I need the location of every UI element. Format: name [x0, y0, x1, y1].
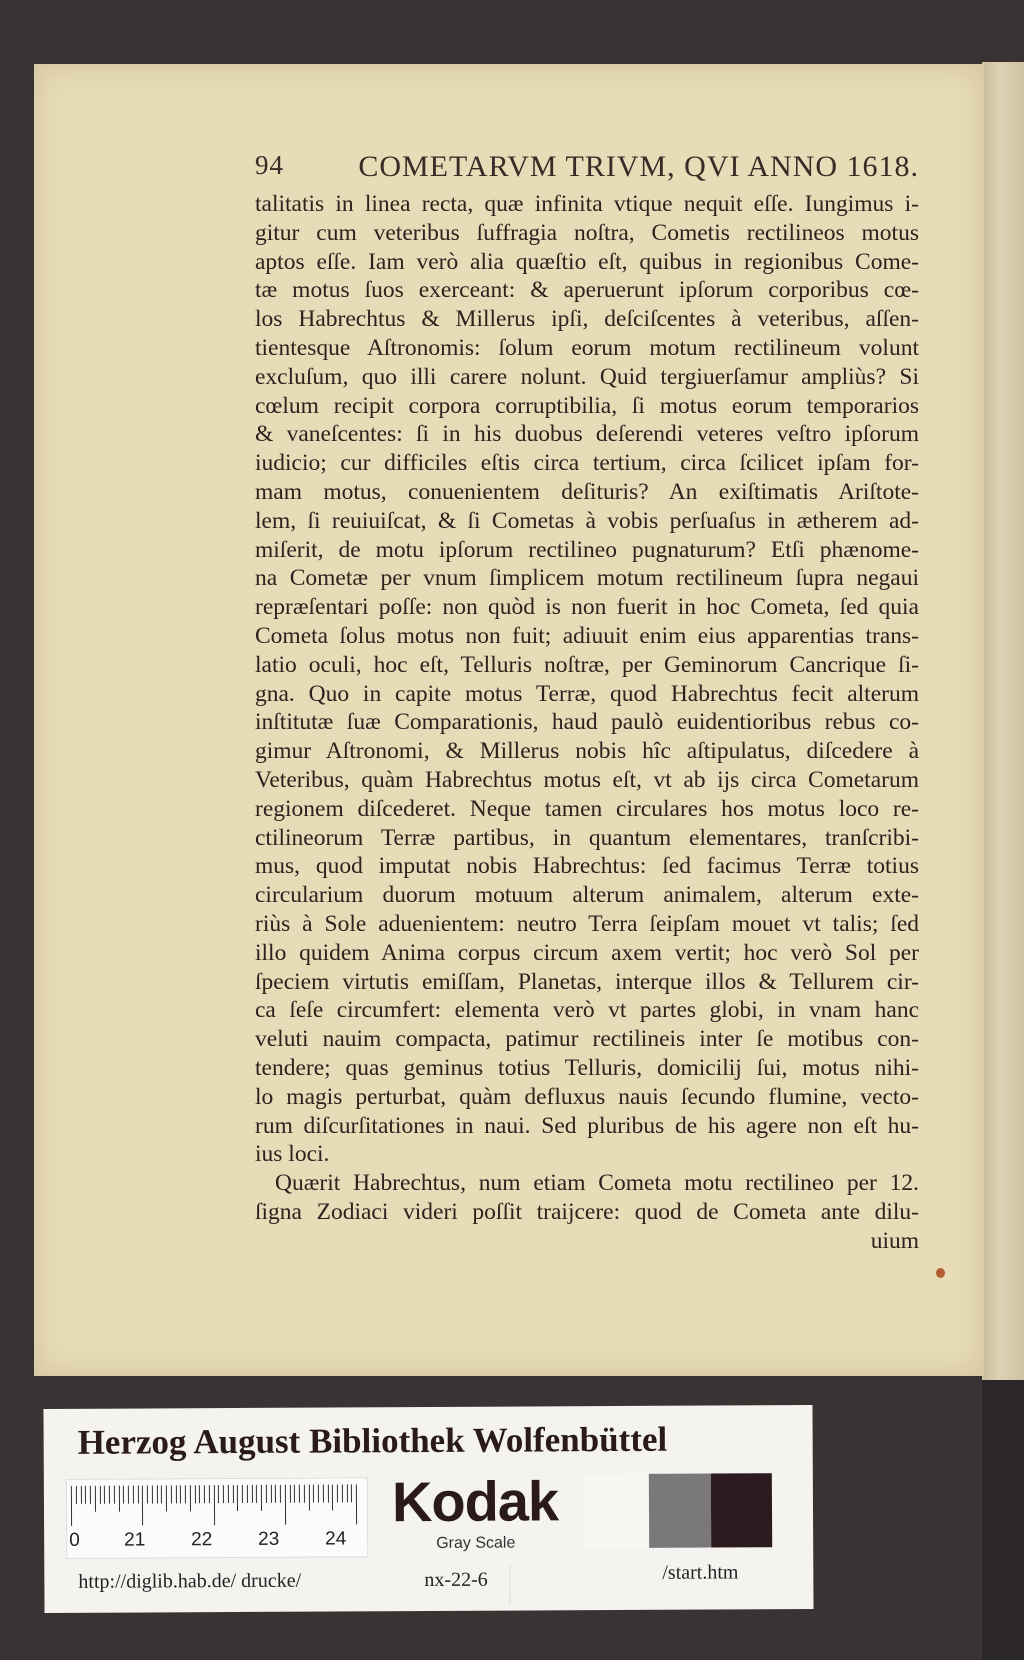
ruler-tick: [218, 1485, 219, 1503]
ruler-tick: [209, 1485, 210, 1503]
text-line: aptos eſſe. Iam verò alia quæſtio eſt, quibus in regionibus Come-: [255, 248, 919, 275]
text-line: gitur cum veteribus ſuffragia noſtra, Cometis rectilineos motus: [255, 219, 919, 246]
ruler-tick: [294, 1485, 295, 1503]
text-line: Quærit Habrechtus, num etiam Cometa motu rectilineo per 12.: [275, 1170, 919, 1197]
text-line: cœlum recipit corpora corruptibilia, ſi motus eorum temporarios: [255, 392, 919, 419]
text-line: rum diſcurſitationes in naui. Sed pluribus de his agere non eſt hu-: [255, 1112, 919, 1139]
ruler-tick: [232, 1485, 233, 1503]
running-title: COMETARVM TRIVM, QVI ANNO 1618.: [358, 150, 919, 183]
text-line: iudicio; cur difficiles eſtis circa tertium, circa ſcilicet ipſam for-: [255, 450, 919, 477]
ruler-tick: [289, 1485, 290, 1503]
ruler-tick: [318, 1485, 319, 1503]
ruler-tick: [85, 1486, 86, 1504]
ruler-tick: [161, 1485, 162, 1503]
text-line: ctilineorum Terræ partibus, in quantum elementares, tranſcribi-: [255, 824, 919, 851]
gray-patch-white: [584, 1474, 649, 1548]
ruler-number: 21: [124, 1529, 146, 1551]
running-header: [255, 150, 919, 184]
ruler-tick: [275, 1485, 276, 1503]
ruler-tick: [156, 1485, 157, 1503]
divider: [509, 1565, 510, 1605]
adjacent-page-edge: [982, 62, 1024, 1380]
ruler-number: 22: [191, 1529, 213, 1551]
ruler-tick: [228, 1485, 229, 1503]
ruler-tick: [137, 1486, 138, 1504]
text-line: ſpeciem virtutis emiſſam, Planetas, interque illos & Tellurem cir-: [255, 968, 919, 995]
ink-stain: [936, 1268, 945, 1278]
text-line: ius loci.: [255, 1141, 330, 1168]
ruler-tick: [190, 1485, 191, 1511]
ruler-tick: [104, 1486, 105, 1504]
ruler-tick: [152, 1485, 153, 1503]
ruler-tick: [175, 1485, 176, 1503]
book-cover-edge: [982, 1380, 1024, 1660]
ruler-number: 0: [69, 1529, 80, 1551]
text-line: gimur Aſtronomi, & Millerus nobis hîc aſtipulatus, diſcedere à: [255, 738, 919, 765]
ruler-tick: [285, 1485, 286, 1525]
text-line: excluſum, quo illi carere nolunt. Quid tergiuerſamur ampliùs? Si: [255, 363, 919, 390]
ruler-tick: [304, 1485, 305, 1503]
page-body-text: [255, 190, 919, 1255]
ruler-tick: [280, 1485, 281, 1503]
ruler-tick: [171, 1485, 172, 1503]
text-line: tientesque Aſtronomis: ſolum eorum motum rectilineum volunt: [255, 334, 919, 361]
ruler-number: 24: [325, 1528, 347, 1550]
text-line: & vaneſcentes: ſi in his duobus deſerendi veteres veſtro ipſorum: [255, 421, 919, 448]
scale-ruler: [66, 1477, 368, 1559]
text-line: na Cometæ per vnum ſimplicem motum rectilineum ſupra negaui: [255, 565, 919, 592]
text-line: Cometa ſolus motus non fuit; adiuuit enim eius apparentias trans-: [255, 622, 919, 649]
ruler-tick: [123, 1486, 124, 1504]
text-line: lo magis perturbat, quàm defluxus nauis ſecundo flumine, vecto-: [255, 1083, 919, 1110]
ruler-tick: [256, 1485, 257, 1503]
ruler-tick: [261, 1485, 262, 1511]
ruler-tick: [342, 1484, 343, 1502]
ruler-tick: [71, 1486, 72, 1526]
ruler-tick: [76, 1486, 77, 1504]
text-line: talitatis in linea recta, quæ infinita vtique nequit eſſe. Iungimus i-: [255, 191, 919, 217]
text-line: regionem diſcederet. Neque tamen circulares hos motus loco re-: [255, 795, 919, 822]
ruler-tick: [194, 1485, 195, 1503]
ruler-tick: [327, 1485, 328, 1503]
ruler-tick: [166, 1485, 167, 1511]
gray-patch-mid: [649, 1474, 711, 1548]
ruler-tick: [185, 1485, 186, 1503]
ruler-tick: [142, 1485, 143, 1525]
ruler-tick: [99, 1486, 100, 1504]
ruler-tick: [346, 1484, 347, 1502]
text-line: Veteribus, quàm Habrechtus motus eſt, vt ab ijs circa Cometarum: [255, 766, 919, 793]
ruler-tick: [90, 1486, 91, 1504]
ruler-tick: [80, 1486, 81, 1504]
text-line: latio oculi, hoc eſt, Telluris noſtræ, per Geminorum Cancrique ſi-: [255, 651, 919, 678]
gray-patch-dark: [711, 1473, 772, 1547]
text-line: mus, quod imputat nobis Habrechtus: ſed facimus Terræ totius: [255, 853, 919, 880]
page-number: 94: [255, 150, 284, 180]
gray-scale-caption: Gray Scale: [436, 1534, 516, 1552]
url-suffix: /start.htm: [662, 1561, 739, 1584]
ruler-tick: [95, 1486, 96, 1512]
text-line: miſerit, de motu ipſorum rectilineo pugnaturum? Etſi phænome-: [255, 536, 919, 563]
ruler-tick: [213, 1485, 214, 1525]
ruler-tick: [242, 1485, 243, 1503]
ruler-tick: [323, 1485, 324, 1503]
text-line: uium: [870, 1227, 919, 1254]
text-line: mam motus, conuenientem deſituris? An exiſtimatis Ariſtote-: [255, 478, 919, 505]
shelfmark: nx-22-6: [424, 1568, 488, 1592]
ruler-tick: [223, 1485, 224, 1503]
ruler-tick: [114, 1486, 115, 1504]
text-line: tæ motus ſuos exerceant: & aperuerunt ipſorum corporibus cœ-: [255, 277, 919, 304]
url-prefix: http://diglib.hab.de/ drucke/: [78, 1569, 302, 1593]
ruler-tick: [237, 1485, 238, 1511]
ruler-tick: [299, 1485, 300, 1503]
ruler-tick: [337, 1484, 338, 1502]
text-line: ca ſeſe circumfert: elementa verò vt partes globi, in vnam hanc: [255, 997, 919, 1024]
text-line: inſtitutæ ſuæ Comparationis, haud paulò euidentioribus rebus co-: [255, 709, 919, 736]
ruler-tick: [109, 1486, 110, 1504]
ruler-tick: [313, 1485, 314, 1503]
text-line: los Habrechtus & Millerus ipſi, deſciſcentes à veteribus, aſſen-: [255, 306, 919, 333]
ruler-number: 23: [258, 1528, 280, 1550]
text-line: gna. Quo in capite motus Terræ, quod Habrechtus fecit alterum: [255, 680, 919, 707]
ruler-tick: [270, 1485, 271, 1503]
ruler-tick: [247, 1485, 248, 1503]
ruler-tick: [147, 1485, 148, 1503]
ruler-tick: [199, 1485, 200, 1503]
ruler-tick: [266, 1485, 267, 1503]
ruler-tick: [133, 1486, 134, 1504]
kodak-logo: Kodak: [391, 1469, 559, 1534]
ruler-tick: [308, 1485, 309, 1511]
text-line: veluti nauim compacta, patimur rectilineis inter ſe motibus con-: [255, 1026, 919, 1053]
text-line: illo quidem Anima corpus circum axem vertit; hoc verò Sol per: [255, 939, 919, 966]
ruler-tick: [356, 1484, 357, 1524]
library-name: Herzog August Bibliothek Wolfenbüttel: [77, 1419, 668, 1462]
ruler-tick: [204, 1485, 205, 1503]
text-line: lem, ſi reuiuiſcat, & ſi Cometas à vobis perſuaſus in ætherem ad-: [255, 507, 919, 534]
text-line: riùs à Sole aduenientem: neutro Terra ſeipſam mouet vt talis; ſed: [255, 910, 919, 937]
text-line: tendere; quas geminus totius Telluris, domicilij ſui, motus nihi-: [255, 1054, 919, 1081]
text-line: repræſentari poſſe: non quòd is non fuerit in hoc Cometa, ſed quia: [255, 594, 919, 621]
ruler-tick: [118, 1486, 119, 1512]
ruler-tick: [332, 1484, 333, 1510]
text-line: ſigna Zodiaci videri poſſit traijcere: quod de Cometa ante dilu-: [255, 1198, 919, 1225]
library-scan-label: [43, 1405, 813, 1613]
text-line: circularium duorum motuum alterum animalem, alterum exte-: [255, 882, 919, 909]
ruler-tick: [251, 1485, 252, 1503]
ruler-tick: [128, 1486, 129, 1504]
ruler-tick: [351, 1484, 352, 1502]
ruler-tick: [180, 1485, 181, 1503]
